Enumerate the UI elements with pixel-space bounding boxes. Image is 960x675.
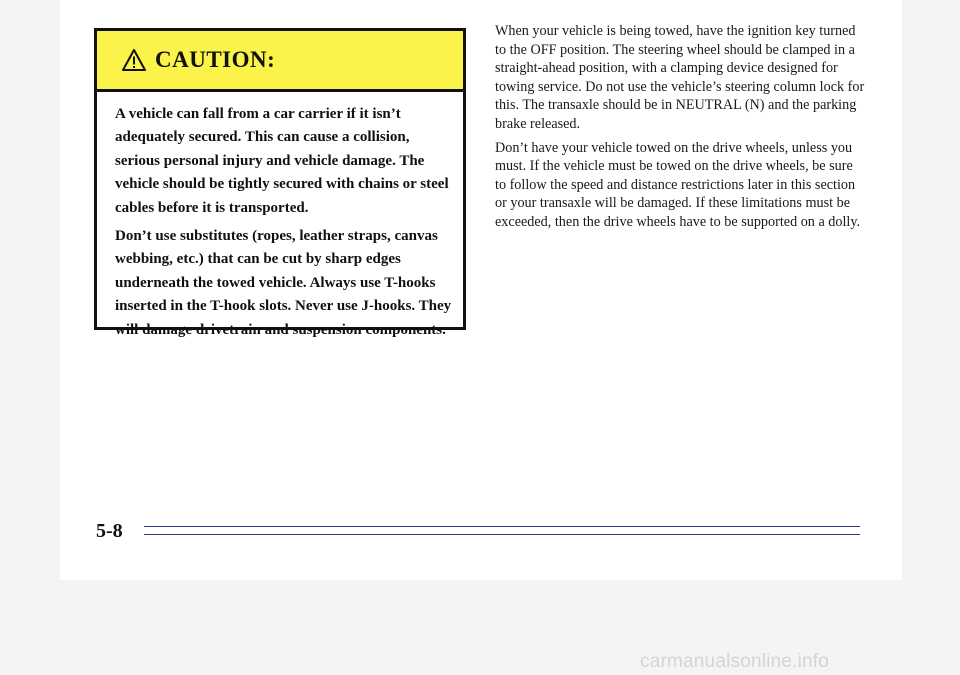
- caution-box: [94, 28, 466, 338]
- page-number: 5-8: [96, 520, 123, 542]
- caution-header: [97, 31, 463, 92]
- caution-body: [115, 103, 453, 347]
- footer-rule: [144, 526, 860, 527]
- caution-paragraph: Don’t use substitutes (ropes, leather straps, canvas webbing, etc.) that can be cut by sharp edges underneath the towed vehicle. Always use T-hooks inserted in the T-hook slots. Never use J-hooks. They will damage drivetrain and suspension components.: [115, 228, 452, 338]
- body-text-column: [495, 22, 867, 237]
- watermark-credit: carmanualsonline.info: [640, 651, 830, 672]
- body-paragraph: When your vehicle is being towed, have the ignition key turned to the OFF position. The steering wheel should be clamped in a straight-ahead position, with a clamping device designed for towing service. Do not use the vehicle’s steering column lock for this. The transaxle should be in NEUTRAL (N) and the parking brake released.: [495, 23, 865, 132]
- caution-title: CAUTION:: [155, 47, 276, 72]
- footer-rule: [144, 534, 860, 535]
- warning-triangle-icon: [121, 48, 147, 72]
- body-paragraph: Don’t have your vehicle towed on the drive wheels, unless you must. If the vehicle must be towed on the drive wheels, be sure to follow the speed and distance restrictions later in this section or your transaxle will be damaged. If these limitations must be exceeded, then the drive wheels have to be supported on a dolly.: [495, 139, 861, 230]
- caution-paragraph: A vehicle can fall from a car carrier if it isn’t adequately secured. This can cause a collision, serious personal injury and vehicle damage. The vehicle should be tightly secured with chains or steel cables before it is transported.: [115, 106, 449, 216]
